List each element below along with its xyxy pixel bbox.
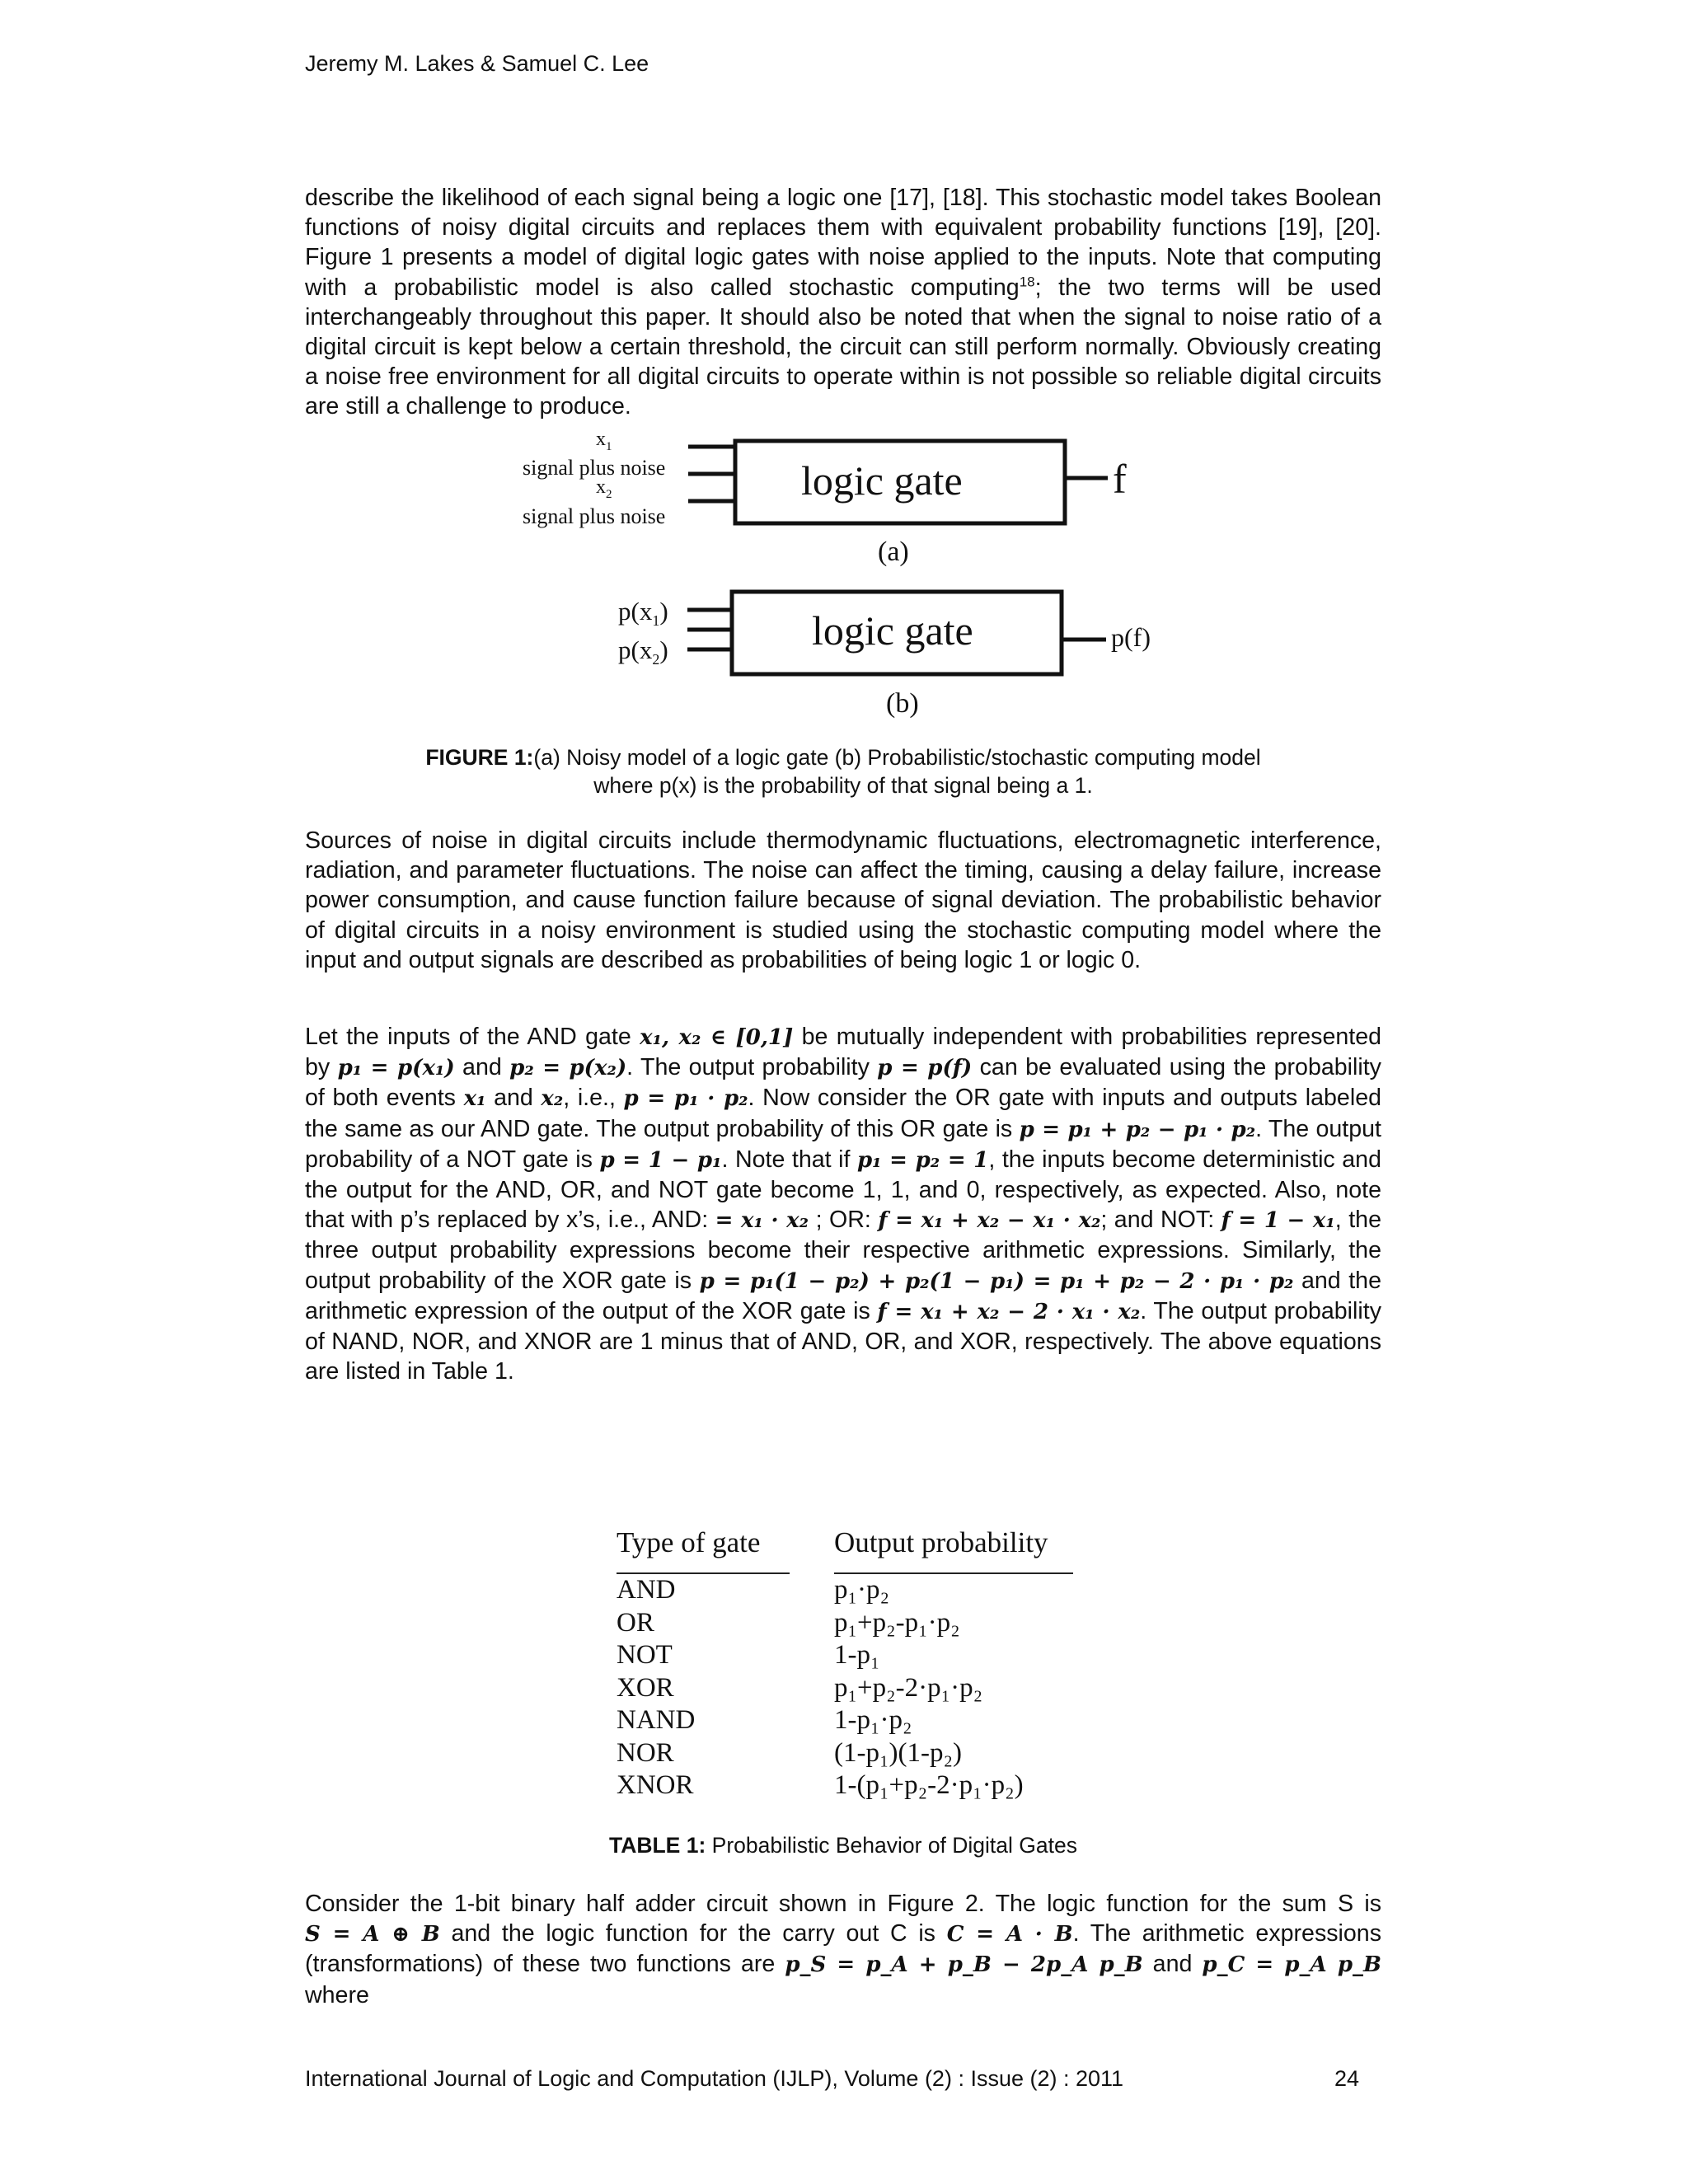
paragraph-noise-sources: Sources of noise in digital circuits include thermodynamic fluctuations, electromagnetic interference, radiation, and parameter fluctuations. The noise can affect the timing, causing a delay failure, increase power consumption, and cause function failure because of signal deviation. The probabilistic behavior of digital circuits in a noisy environment is studied using the stochastic computing model where the input and output signals are described as probabilities of being logic 1 or logic 0. (305, 827, 1381, 973)
para4-text: and the logic function for the carry out C is (439, 1920, 947, 1947)
para3-text: . The output probability of NAND, NOR, and XNOR are 1 minus that of AND, OR, and XOR, respectively. The above equations are listed in Table 1. (305, 1297, 1381, 1385)
figure-1-caption (305, 743, 1381, 799)
table-cell-probability: p₁·p₂ (834, 1575, 889, 1605)
equation-carry-probability: p_C = p_A p_B (1202, 1952, 1381, 1978)
para3-text: and the arithmetic expression of the output of the XOR gate is (305, 1267, 1381, 1324)
table-cell-gate: AND (617, 1575, 676, 1605)
fig-a-input2-noise-label: signal plus noise (523, 504, 666, 528)
citation-superscript: 18 (1019, 274, 1035, 290)
table-column-gate-type (617, 1526, 790, 1802)
table-cell-gate: XNOR (617, 1770, 694, 1800)
table-caption-text: Probabilistic Behavior of Digital Gates (706, 1833, 1077, 1858)
equation-x1: x₁ (463, 1086, 486, 1112)
para3-text: , the three output probability expressions become their respective arithmetic expressions. Similarly, the output probability of the XOR gate is (305, 1207, 1381, 1294)
equation-and-probability: p = p₁ · p₂ (623, 1086, 748, 1112)
para1-text-b: ; the two terms will be used interchangeably throughout this paper. It should also be noted that when the signal to noise ratio of a digital circuit is kept below a certain threshold, the circuit can still perform normally. Obviously creating a noise free environment for all digital circuits to operate within is not possible so reliable digital circuits are still a challenge to produce. (305, 274, 1381, 420)
table-cell-gate: NOT (617, 1640, 673, 1670)
equation-not-arithmetic: f = 1 − x₁ (1221, 1208, 1335, 1234)
para3-text: ; and NOT: (1100, 1207, 1221, 1234)
para4-text: Consider the 1-bit binary half adder circuit shown in Figure 2. The logic function for the sum S is (305, 1891, 1381, 1917)
table-cell-probability: 1-p₁·p₂ (834, 1705, 912, 1735)
table-cell-gate: OR (617, 1607, 654, 1638)
figure-caption-line1: (a) Noisy model of a logic gate (b) Probabilistic/stochastic computing model (533, 745, 1261, 770)
page-number: 24 (1334, 2066, 1360, 2091)
equation-sum-probability: p_S = p_A + p_B − 2p_A p_B (785, 1952, 1143, 1978)
equation-sum: S = A ⊕ B (305, 1922, 440, 1947)
table-cell-gate: NAND (617, 1705, 696, 1735)
figure-caption-label: FIGURE 1: (425, 745, 534, 770)
equation-p1: p₁ = p(x₁) (337, 1056, 455, 1081)
fig-b-logic-gate-label: logic gate (812, 607, 973, 654)
table-header-output-probability: Output probability (834, 1526, 1073, 1574)
equation-p2: p₂ = p(x₂) (509, 1056, 627, 1081)
para3-text: . Note that if (721, 1146, 857, 1173)
fig-a-logic-gate-label: logic gate (801, 457, 963, 504)
fig-b-input1-label: $p(x_1)$ (618, 597, 668, 629)
fig-a-input1-noise-label: signal plus noise (523, 456, 666, 480)
journal-footer: International Journal of Logic and Computation (IJLP), Volume (2) : Issue (2) : 2011 (305, 2066, 1124, 2091)
table-cell-probability: p₁+p₂-p₁·p₂ (834, 1607, 960, 1638)
equation-carry: C = A · B (946, 1922, 1073, 1947)
para3-text: . Now consider the OR gate with inputs and outputs labeled the same as our AND gate. The output probability of this OR gate is (305, 1085, 1381, 1142)
fig-b-panel-label: (b) (886, 688, 919, 719)
equation-inputs-domain: x₁, x₂ ∈ [0,1] (640, 1025, 794, 1050)
fig-a-output-label: f (1113, 456, 1127, 502)
table-cell-gate: XOR (617, 1672, 674, 1703)
running-head: Jeremy M. Lakes & Samuel C. Lee (305, 51, 649, 76)
table-cell-probability: 1-(p₁+p₂-2·p₁·p₂) (834, 1770, 1024, 1800)
para3-text: , i.e., (563, 1085, 624, 1112)
equation-or-arithmetic: f = x₁ + x₂ − x₁ · x₂ (878, 1208, 1101, 1234)
equation-deterministic-inputs: p₁ = p₂ = 1 (856, 1147, 989, 1173)
table-cell-probability: 1-p₁ (834, 1640, 880, 1670)
equation-xor-arithmetic: f = x₁ + x₂ − 2 · x₁ · x₂ (877, 1299, 1141, 1324)
equation-and-arithmetic: = x₁ · x₂ (715, 1208, 809, 1234)
table-header-gate-type: Type of gate (617, 1526, 790, 1574)
table-cell-probability: (1-p₁)(1-p₂) (834, 1737, 962, 1768)
fig-b-output-label: p(f) (1111, 622, 1151, 652)
equation-output-p: p = p(f) (877, 1056, 973, 1081)
para4-text: . The arithmetic expressions (transformations) of these two functions are (305, 1920, 1381, 1978)
fig-a-panel-label: (a) (878, 537, 909, 567)
table-1-caption (305, 1831, 1381, 1859)
table-caption-label: TABLE 1: (608, 1833, 706, 1858)
equation-not-probability: p = 1 − p₁ (599, 1147, 722, 1173)
para3-text: . The output probability of a NOT gate is (305, 1115, 1381, 1173)
equation-x2: x₂ (541, 1086, 564, 1112)
table-cell-probability: p₁+p₂-2·p₁·p₂ (834, 1672, 983, 1703)
table-cell-gate: NOR (617, 1737, 674, 1768)
figure-caption-line2: where p(x) is the probability of that signal being a 1. (593, 773, 1093, 798)
para3-text: . The output probability (626, 1054, 878, 1081)
para4-text: where (305, 1981, 369, 2008)
equation-xor-probability: p = p₁(1 − p₂) + p₂(1 − p₁) = p₁ + p₂ − 2 · p₁ · p₂ (699, 1268, 1294, 1294)
paragraph-half-adder (305, 1889, 1381, 2010)
para1-text-a: describe the likelihood of each signal being a logic one [17], [18]. This stochastic model takes Boolean functions of noisy digital circuits and replaces them with equivalent probability functions [19], [20]. Figure 1 presents a model of digital logic gates with noise applied to the inputs. Note that computing with a probabilistic model is also called stochastic computing (305, 185, 1381, 301)
paragraph-intro (305, 183, 1381, 422)
table-column-output-probability (834, 1526, 1073, 1802)
fig-b-input2-label: $p(x_2)$ (618, 635, 668, 668)
fig-a-x2-label: $x_2$ (596, 476, 612, 501)
para3-text: can be evaluated using the probability of both events (305, 1054, 1381, 1112)
para3-text: and (454, 1054, 510, 1081)
paragraph-gate-probabilities (305, 1022, 1381, 1386)
para3-text: ; OR: (809, 1207, 879, 1234)
para3-text: and (485, 1085, 542, 1112)
figure-1-diagram (511, 429, 1187, 725)
para3-text: , the inputs become deterministic and the output for the AND, OR, and NOT gate become 1, 1, and 0, respectively, as expected. Also, note that with p’s replaced by x’s, i.e., AND: (305, 1146, 1381, 1234)
para3-text: Let the inputs of the AND gate (305, 1024, 640, 1050)
para3-text: be mutually independent with probabilities represented by (305, 1024, 1382, 1081)
equation-or-probability: p = p₁ + p₂ − p₁ · p₂ (1019, 1117, 1256, 1142)
para4-text: and (1142, 1951, 1203, 1978)
fig-a-x1-label: $x_1$ (596, 429, 612, 453)
